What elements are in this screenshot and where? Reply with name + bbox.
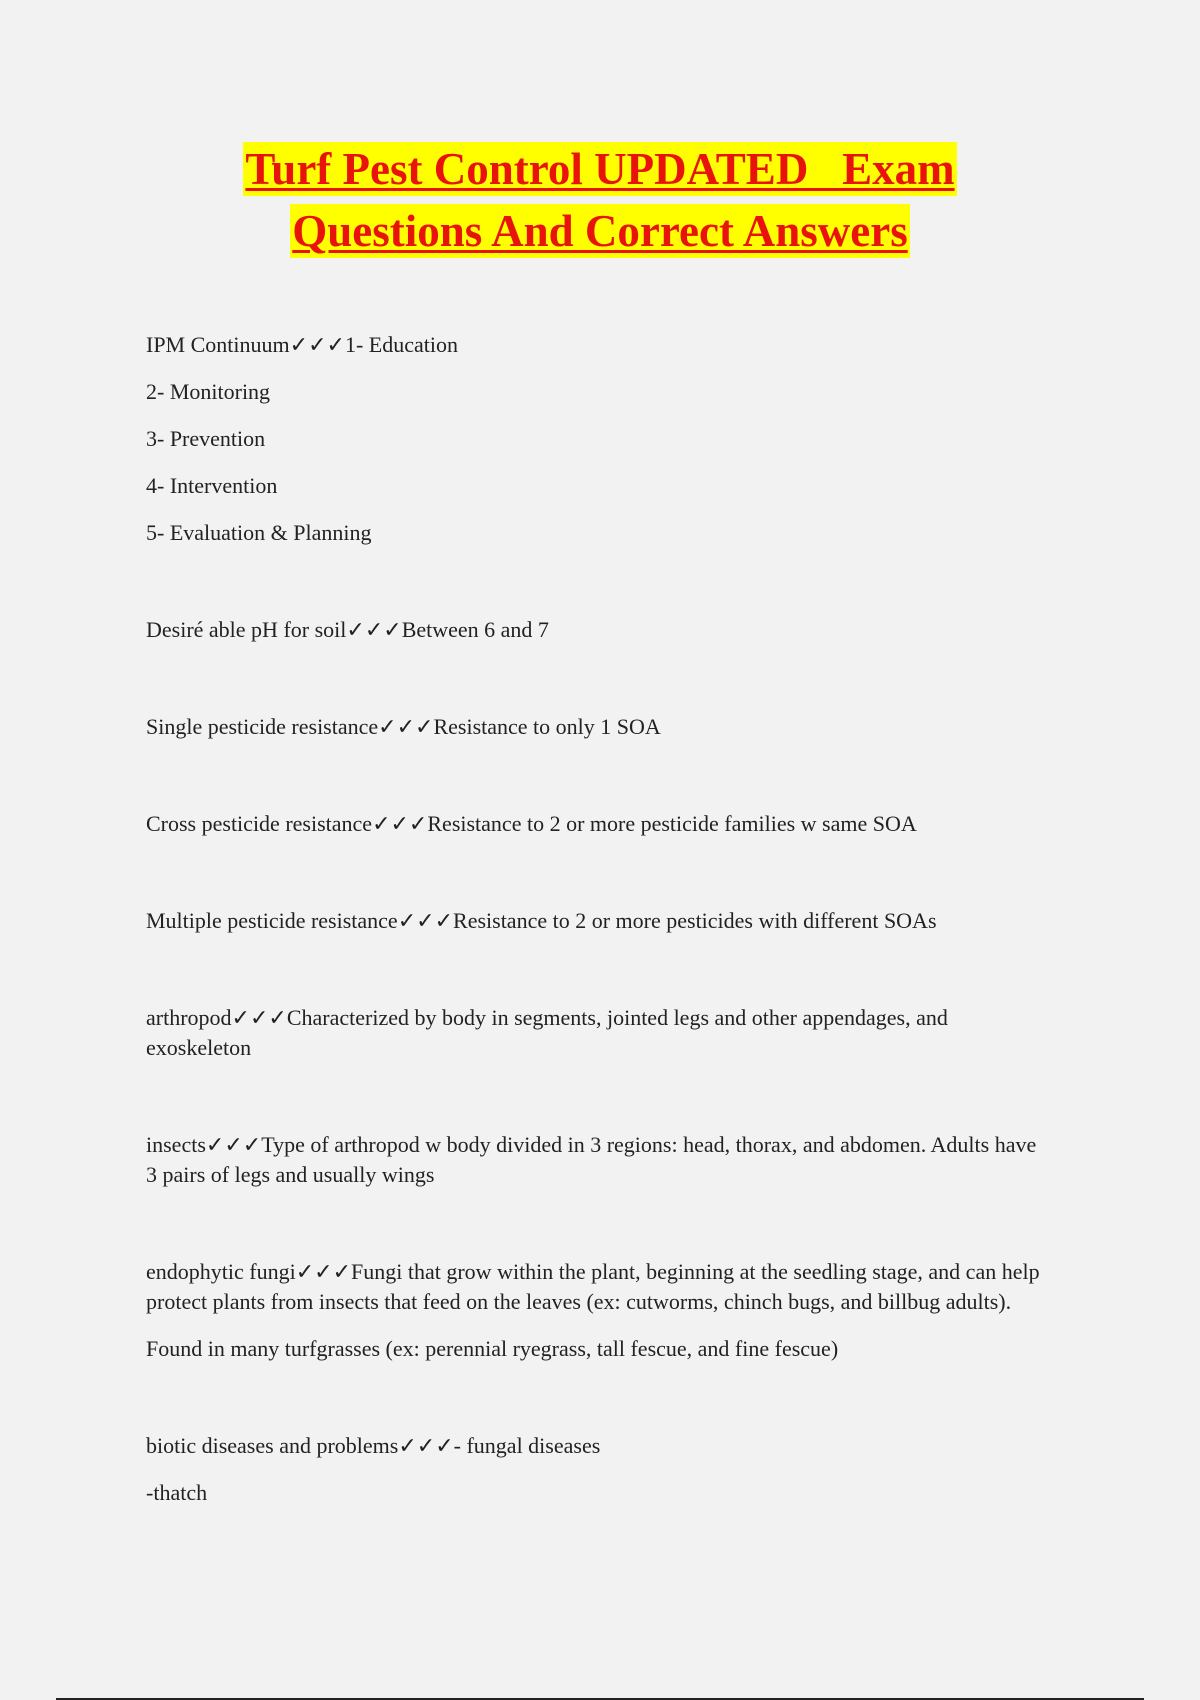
qa-item [146, 330, 1046, 548]
qa-answer: Between 6 and 7 [401, 617, 549, 642]
check-marks: ✓✓✓ [289, 332, 345, 357]
qa-item [146, 1003, 1046, 1063]
qa-answer: Resistance to 2 or more pesticide families w same SOA [427, 811, 917, 836]
check-marks: ✓✓✓ [205, 1132, 262, 1157]
qa-answer-line: 5- Evaluation & Planning [146, 520, 372, 545]
title-line: Turf Pest Control UPDATED Exam [245, 144, 955, 194]
check-marks: ✓✓✓ [378, 714, 434, 739]
qa-answer-line: -thatch [146, 1480, 208, 1505]
check-marks: ✓✓✓ [346, 617, 402, 642]
qa-item [146, 712, 1046, 742]
qa-answer: Resistance to 2 or more pesticides with different SOAs [453, 908, 937, 933]
qa-answer: - fungal diseases [453, 1433, 601, 1458]
qa-list [146, 330, 1046, 1575]
qa-term: insects [146, 1132, 206, 1157]
qa-item [146, 615, 1046, 645]
qa-first-line [146, 1130, 1046, 1190]
qa-answer: Resistance to only 1 SOA [433, 714, 661, 739]
qa-first-line [146, 1003, 1046, 1063]
qa-term: endophytic fungi [146, 1259, 296, 1284]
check-marks: ✓✓✓ [397, 908, 454, 933]
qa-first-line [146, 712, 1046, 742]
qa-term: Desiré able pH for soil [146, 617, 347, 642]
qa-item [146, 1130, 1046, 1190]
qa-answer: 1- Education [344, 332, 458, 357]
document-title [0, 142, 1200, 266]
qa-term: biotic diseases and problems [146, 1433, 399, 1458]
qa-first-line [146, 809, 1046, 839]
check-marks: ✓✓✓ [295, 1259, 352, 1284]
qa-first-line [146, 1257, 1046, 1317]
qa-answer: Type of arthropod w body divided in 3 regions: head, thorax, and abdomen. Adults have 3 pairs of legs and usually wings [146, 1132, 1037, 1187]
qa-first-line [146, 1431, 1046, 1461]
qa-answer: Characterized by body in segments, jointed legs and other appendages, and exoskeleton [146, 1005, 948, 1060]
qa-item [146, 809, 1046, 839]
check-marks: ✓✓✓ [398, 1433, 454, 1458]
qa-term: Cross pesticide resistance [146, 811, 373, 836]
qa-item [146, 906, 1046, 936]
qa-item [146, 1257, 1046, 1364]
check-marks: ✓✓✓ [231, 1005, 287, 1030]
check-marks: ✓✓✓ [372, 811, 428, 836]
qa-item [146, 1431, 1046, 1508]
qa-answer-line: Found in many turfgrasses (ex: perennial ryegrass, tall fescue, and fine fescue) [146, 1336, 839, 1361]
qa-answer-line: 2- Monitoring [146, 379, 271, 404]
qa-first-line [146, 906, 1046, 936]
qa-term: arthropod [146, 1005, 232, 1030]
qa-answer-line: 3- Prevention [146, 426, 266, 451]
qa-term: IPM Continuum [146, 332, 290, 357]
qa-first-line [146, 330, 1046, 360]
qa-term: Single pesticide resistance [146, 714, 379, 739]
title-line: Questions And Correct Answers [292, 206, 908, 256]
qa-answer-line: 4- Intervention [146, 473, 278, 498]
qa-answer: Fungi that grow within the plant, beginning at the seedling stage, and can help protect plants from insects that feed on the leaves (ex: cutworms, chinch bugs, and billbug adults). [146, 1259, 1040, 1314]
qa-first-line [146, 615, 1046, 645]
qa-term: Multiple pesticide resistance [146, 908, 398, 933]
